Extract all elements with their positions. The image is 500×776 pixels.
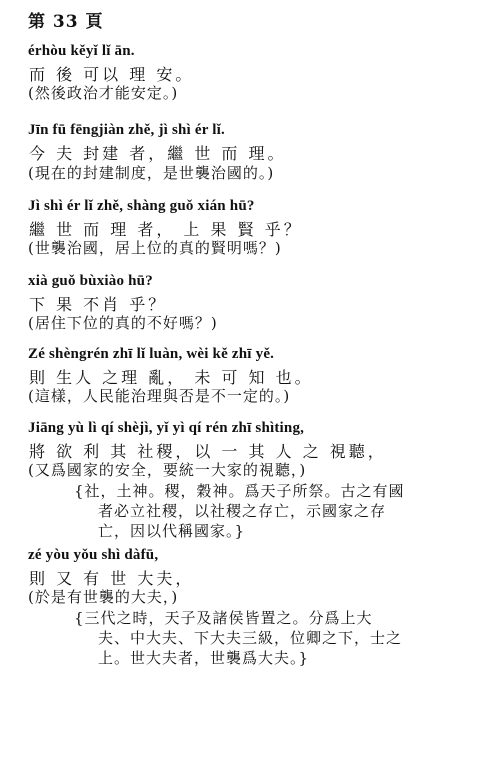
pinyin-line: érhòu kěyǐ lǐ ān. xyxy=(28,43,135,59)
annotation-line: 夫、中大夫、下大夫三級，位卿之下，士之 xyxy=(98,629,403,647)
chinese-text-line: 而 後 可以 理 安。 xyxy=(29,65,195,84)
translation-line: (又爲國家的安全，要統一大家的視聽，) xyxy=(28,461,307,479)
pinyin-line: Jì shì ér lǐ zhě, shàng guǒ xián hū? xyxy=(28,198,255,214)
annotation-line: {三代之時，天子及諸侯皆置之。分爲上大 xyxy=(74,609,373,627)
chinese-text-line: 將 欲 利 其 社稷，以 一 其 人 之 視聽， xyxy=(29,442,387,461)
translation-line: (然後政治才能安定。) xyxy=(28,84,179,102)
chinese-text-line: 下 果 不肖 乎？ xyxy=(29,295,168,314)
page-number-heading: 第 33 頁 xyxy=(28,12,104,32)
translation-line: (這樣，人民能治理與否是不一定的。) xyxy=(28,387,291,405)
pinyin-line: zé yòu yǒu shì dàfū, xyxy=(28,547,159,563)
annotation-line: 亡，因以代稱國家。} xyxy=(98,522,246,540)
pinyin-line: Jīn fū fēngjiàn zhě, jì shì ér lǐ. xyxy=(28,122,225,138)
translation-line: (現在的封建制度，是世襲治國的。) xyxy=(28,164,275,182)
annotation-line: {社，土神。稷，穀神。爲天子所祭。古之有國 xyxy=(74,482,405,500)
translation-line: (世襲治國，居上位的真的賢明嗎？) xyxy=(28,239,282,257)
chinese-text-line: 則 生人 之理 亂， 未 可 知 也。 xyxy=(29,368,314,387)
chinese-text-line: 繼 世 而 理 者， 上 果 賢 乎？ xyxy=(29,220,303,239)
chinese-text-line: 則 又 有 世 大夫， xyxy=(29,569,195,588)
pinyin-line: Zé shèngrén zhī lǐ luàn, wèi kě zhī yě. xyxy=(28,346,275,362)
annotation-line: 者必立社稷，以社稷之存亡，示國家之存 xyxy=(98,502,387,520)
translation-line: (於是有世襲的大夫，) xyxy=(28,588,179,606)
pinyin-line: Jiāng yù lì qí shèjì, yǐ yì qí rén zhī shìting, xyxy=(28,420,305,436)
translation-line: (居住下位的真的不好嗎？) xyxy=(28,314,218,332)
chinese-text-line: 今 夫 封建 者，繼 世 而 理。 xyxy=(29,144,287,163)
annotation-line: 上。世大夫者，世襲爲大夫。} xyxy=(98,649,310,667)
pinyin-line: xià guǒ bùxiào hū? xyxy=(28,273,153,289)
